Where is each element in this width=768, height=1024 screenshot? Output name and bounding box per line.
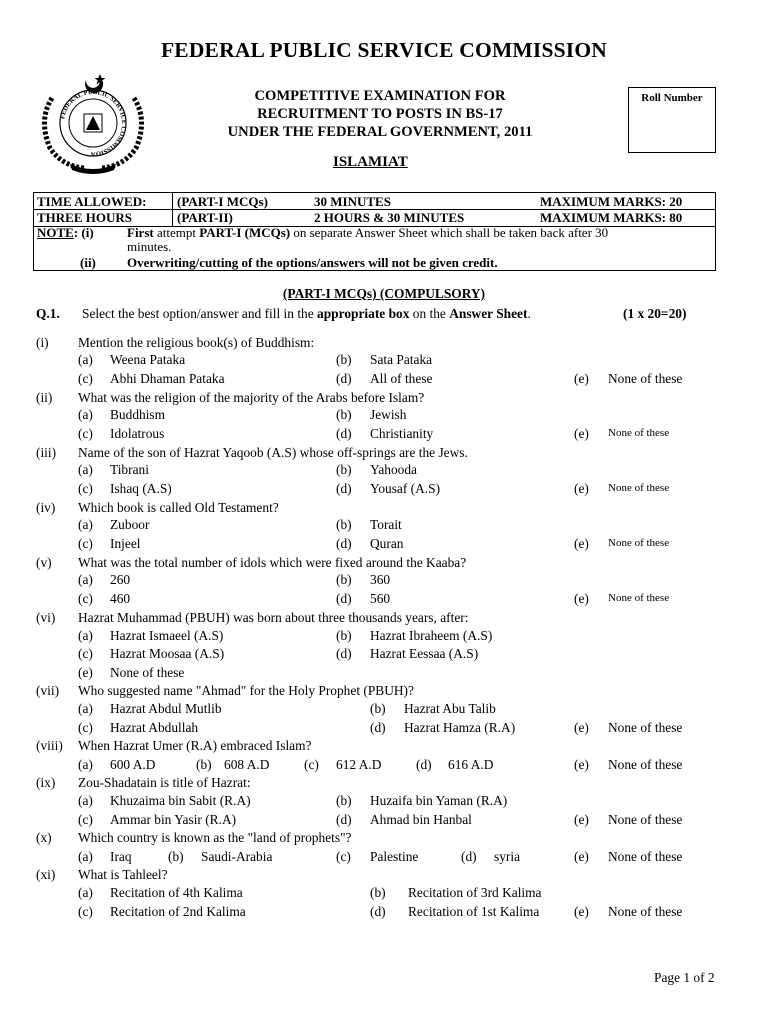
- note-ii-num: (ii): [80, 255, 96, 270]
- q2-option-c-text: Idolatrous: [110, 426, 165, 441]
- q7-option-c-label: (c): [78, 720, 93, 735]
- fpsc-emblem-logo: [34, 68, 152, 176]
- q1-option-b-text: Sata Pataka: [370, 352, 433, 367]
- q7-number: (vii): [36, 683, 60, 698]
- q6-option-e-text: None of these: [110, 665, 185, 680]
- q5-text: What was the total number of idols which were fixed around the Kaaba?: [78, 555, 467, 570]
- page-number: Page 1 of 2: [654, 970, 715, 985]
- q10-option-b-label: (b): [168, 849, 184, 864]
- q7-text: Who suggested name "Ahmad" for the Holy Prophet (PBUH)?: [78, 683, 414, 698]
- q8-option-e-text: None of these: [608, 757, 683, 772]
- q2-number: (ii): [36, 390, 53, 405]
- q5-option-d-label: (d): [336, 591, 352, 606]
- q6-option-a-label: (a): [78, 628, 93, 643]
- q8-option-a-text: 600 A.D: [110, 757, 156, 772]
- q10-option-a-label: (a): [78, 849, 93, 864]
- q2-option-e-label: (e): [574, 426, 589, 441]
- q11-number: (xi): [36, 867, 56, 882]
- q5-option-a-text: 260: [110, 572, 131, 587]
- q1-option-a-label: (a): [78, 352, 93, 367]
- q10-number: (x): [36, 830, 52, 845]
- q4-option-c-label: (c): [78, 536, 93, 551]
- q3-text: Name of the son of Hazrat Yaqoob (A.S) whose off-springs are the Jews.: [78, 445, 468, 460]
- exam-heading-line2: RECRUITMENT TO POSTS IN BS-17: [257, 106, 503, 122]
- q2-option-b-text: Jewish: [370, 407, 407, 422]
- q3-option-a-label: (a): [78, 462, 93, 477]
- q3-option-c-label: (c): [78, 481, 93, 496]
- q8-option-c-text: 612 A.D: [336, 757, 382, 772]
- q9-option-a-text: Khuzaima bin Sabit (R.A): [110, 793, 251, 808]
- q2-option-e-text: None of these: [608, 427, 670, 439]
- q3-option-b-text: Yahooda: [370, 462, 417, 477]
- part1-marks: MAXIMUM MARKS: 20: [540, 194, 683, 209]
- q11-option-c-label: (c): [78, 904, 93, 919]
- q4-option-e-text: None of these: [608, 537, 670, 549]
- q7-option-b-label: (b): [370, 701, 386, 716]
- q1-option-d-text: All of these: [370, 371, 433, 386]
- q7-option-d-text: Hazrat Hamza (R.A): [404, 720, 516, 735]
- q9-option-c-text: Ammar bin Yasir (R.A): [110, 812, 237, 827]
- q7-option-a-text: Hazrat Abdul Mutlib: [110, 701, 222, 716]
- document-title: FEDERAL PUBLIC SERVICE COMMISSION: [160, 38, 608, 62]
- q9-option-c-label: (c): [78, 812, 93, 827]
- q11-option-d-text: Recitation of 1st Kalima: [408, 904, 540, 919]
- q3-option-e-label: (e): [574, 481, 589, 496]
- q8-option-c-label: (c): [304, 757, 319, 772]
- q1-option-c-text: Abhi Dhaman Pataka: [110, 371, 225, 386]
- q11-option-c-text: Recitation of 2nd Kalima: [110, 904, 246, 919]
- q4-option-c-text: Injeel: [110, 536, 141, 551]
- q6-option-d-label: (d): [336, 646, 352, 661]
- q3-option-c-text: Ishaq (A.S): [110, 481, 172, 496]
- q11-text: What is Tahleel?: [78, 867, 168, 882]
- q10-option-b-text: Saudi-Arabia: [201, 849, 273, 864]
- three-hours-label: THREE HOURS: [37, 210, 132, 225]
- q3-number: (iii): [36, 445, 57, 460]
- q4-option-d-text: Quran: [370, 536, 404, 551]
- q2-option-a-label: (a): [78, 407, 93, 422]
- exam-heading-line1: COMPETITIVE EXAMINATION FOR: [254, 88, 506, 104]
- q8-number: (viii): [36, 738, 63, 753]
- q3-option-d-text: Yousaf (A.S): [370, 481, 441, 496]
- q4-text: Which book is called Old Testament?: [78, 500, 279, 515]
- q8-option-d-text: 616 A.D: [448, 757, 494, 772]
- q5-option-a-label: (a): [78, 572, 93, 587]
- exam-heading: [170, 87, 590, 141]
- q1-option-c-label: (c): [78, 371, 93, 386]
- subject-title: ISLAMIAT: [333, 154, 408, 170]
- q10-option-e-label: (e): [574, 849, 589, 864]
- section-heading: (PART-I MCQs) (COMPULSORY): [282, 286, 486, 301]
- q2-option-d-text: Christianity: [370, 426, 434, 441]
- q10-text: Which country is known as the "land of prophets"?: [78, 830, 352, 845]
- q5-option-e-text: None of these: [608, 592, 670, 604]
- q4-option-a-label: (a): [78, 517, 93, 532]
- q11-option-d-label: (d): [370, 904, 386, 919]
- q1-number: (i): [36, 335, 49, 350]
- q4-option-d-label: (d): [336, 536, 352, 551]
- q1-option-d-label: (d): [336, 371, 352, 386]
- part1-time: 30 MINUTES: [314, 194, 391, 209]
- q6-option-c-label: (c): [78, 646, 93, 661]
- q1-option-e-label: (e): [574, 371, 589, 386]
- question-instruction: Select the best option/answer and fill in the appropriate box on the Answer Sheet.: [82, 306, 531, 321]
- q10-option-c-text: Palestine: [370, 849, 419, 864]
- q5-option-b-text: 360: [370, 572, 391, 587]
- q9-text: Zou-Shadatain is title of Hazrat:: [78, 775, 251, 790]
- roll-number-box: [628, 87, 716, 153]
- q5-option-b-label: (b): [336, 572, 352, 587]
- q10-option-c-label: (c): [336, 849, 351, 864]
- q9-option-b-text: Huzaifa bin Yaman (R.A): [370, 793, 508, 808]
- q6-option-c-text: Hazrat Moosaa (A.S): [110, 646, 225, 661]
- exam-heading-line3: UNDER THE FEDERAL GOVERNMENT, 2011: [227, 124, 533, 140]
- q5-option-e-label: (e): [574, 591, 589, 606]
- q8-option-e-label: (e): [574, 757, 589, 772]
- q4-option-b-text: Torait: [370, 517, 402, 532]
- q9-option-e-label: (e): [574, 812, 589, 827]
- q7-option-e-text: None of these: [608, 720, 683, 735]
- q4-number: (iv): [36, 500, 56, 515]
- q5-option-c-text: 460: [110, 591, 131, 606]
- q9-number: (ix): [36, 775, 56, 790]
- note-ii-text: Overwriting/cutting of the options/answers will not be given credit.: [127, 255, 498, 270]
- q6-option-e-label: (e): [78, 665, 93, 680]
- q8-option-a-label: (a): [78, 757, 93, 772]
- q3-option-e-text: None of these: [608, 482, 670, 494]
- q7-option-c-text: Hazrat Abdullah: [110, 720, 199, 735]
- q11-option-a-text: Recitation of 4th Kalima: [110, 885, 243, 900]
- q11-option-b-label: (b): [370, 885, 386, 900]
- q6-option-d-text: Hazrat Eessaa (A.S): [370, 646, 479, 661]
- q11-option-e-text: None of these: [608, 904, 683, 919]
- q5-option-d-text: 560: [370, 591, 391, 606]
- question-number-q1: Q.1.: [36, 306, 60, 321]
- q1-option-b-label: (b): [336, 352, 352, 367]
- note-line-i: NOTE: (i): [37, 225, 94, 240]
- time-allowed-table: [33, 192, 716, 227]
- q6-text: Hazrat Muhammad (PBUH) was born about three thousands years, after:: [78, 610, 469, 625]
- q1-text: Mention the religious book(s) of Buddhism:: [78, 335, 315, 350]
- note-i-text-cont: minutes.: [127, 239, 172, 254]
- part2-marks: MAXIMUM MARKS: 80: [540, 210, 683, 225]
- q1-option-a-text: Weena Pataka: [110, 352, 186, 367]
- q4-option-e-label: (e): [574, 536, 589, 551]
- q8-option-b-text: 608 A.D: [224, 757, 270, 772]
- q8-option-b-label: (b): [196, 757, 212, 772]
- q7-option-a-label: (a): [78, 701, 93, 716]
- q6-option-a-text: Hazrat Ismaeel (A.S): [110, 628, 224, 643]
- q3-option-d-label: (d): [336, 481, 352, 496]
- q7-option-d-label: (d): [370, 720, 386, 735]
- time-allowed-label: TIME ALLOWED:: [37, 194, 147, 209]
- part2-label: (PART-II): [177, 210, 233, 225]
- q9-option-d-label: (d): [336, 812, 352, 827]
- q5-number: (v): [36, 555, 52, 570]
- q3-option-a-text: Tibrani: [110, 462, 149, 477]
- q9-option-a-label: (a): [78, 793, 93, 808]
- q6-number: (vi): [36, 610, 56, 625]
- q11-option-a-label: (a): [78, 885, 93, 900]
- q2-option-b-label: (b): [336, 407, 352, 422]
- q8-text: When Hazrat Umer (R.A) embraced Islam?: [78, 738, 312, 753]
- q10-option-d-label: (d): [461, 849, 477, 864]
- q7-option-e-label: (e): [574, 720, 589, 735]
- note-box: [33, 225, 716, 271]
- note-i-text: First attempt PART-I (MCQs) on separate Answer Sheet which shall be taken back after 30: [127, 225, 609, 240]
- part2-time: 2 HOURS & 30 MINUTES: [314, 210, 465, 225]
- q8-option-d-label: (d): [416, 757, 432, 772]
- emblem-ring-text: FEDERAL PUBLIC SERVICE COMMISSION: [59, 88, 128, 158]
- q1-option-e-text: None of these: [608, 371, 683, 386]
- q9-option-b-label: (b): [336, 793, 352, 808]
- q3-option-b-label: (b): [336, 462, 352, 477]
- q9-option-e-text: None of these: [608, 812, 683, 827]
- marks-allocation: (1 x 20=20): [623, 306, 687, 321]
- q10-option-a-text: Iraq: [110, 849, 132, 864]
- q4-option-a-text: Zuboor: [110, 517, 150, 532]
- q2-option-d-label: (d): [336, 426, 352, 441]
- q2-option-c-label: (c): [78, 426, 93, 441]
- q9-option-d-text: Ahmad bin Hanbal: [370, 812, 472, 827]
- q5-option-c-label: (c): [78, 591, 93, 606]
- q4-option-b-label: (b): [336, 517, 352, 532]
- q11-option-b-text: Recitation of 3rd Kalima: [408, 885, 542, 900]
- q2-option-a-text: Buddhism: [110, 407, 166, 422]
- q7-option-b-text: Hazrat Abu Talib: [404, 701, 496, 716]
- roll-number-label: Roll Number: [641, 92, 703, 104]
- q6-option-b-label: (b): [336, 628, 352, 643]
- q10-option-e-text: None of these: [608, 849, 683, 864]
- q10-option-d-text: syria: [494, 849, 521, 864]
- q6-option-b-text: Hazrat Ibraheem (A.S): [370, 628, 493, 643]
- q11-option-e-label: (e): [574, 904, 589, 919]
- part1-label: (PART-I MCQs): [177, 194, 268, 209]
- q2-text: What was the religion of the majority of the Arabs before Islam?: [78, 390, 425, 405]
